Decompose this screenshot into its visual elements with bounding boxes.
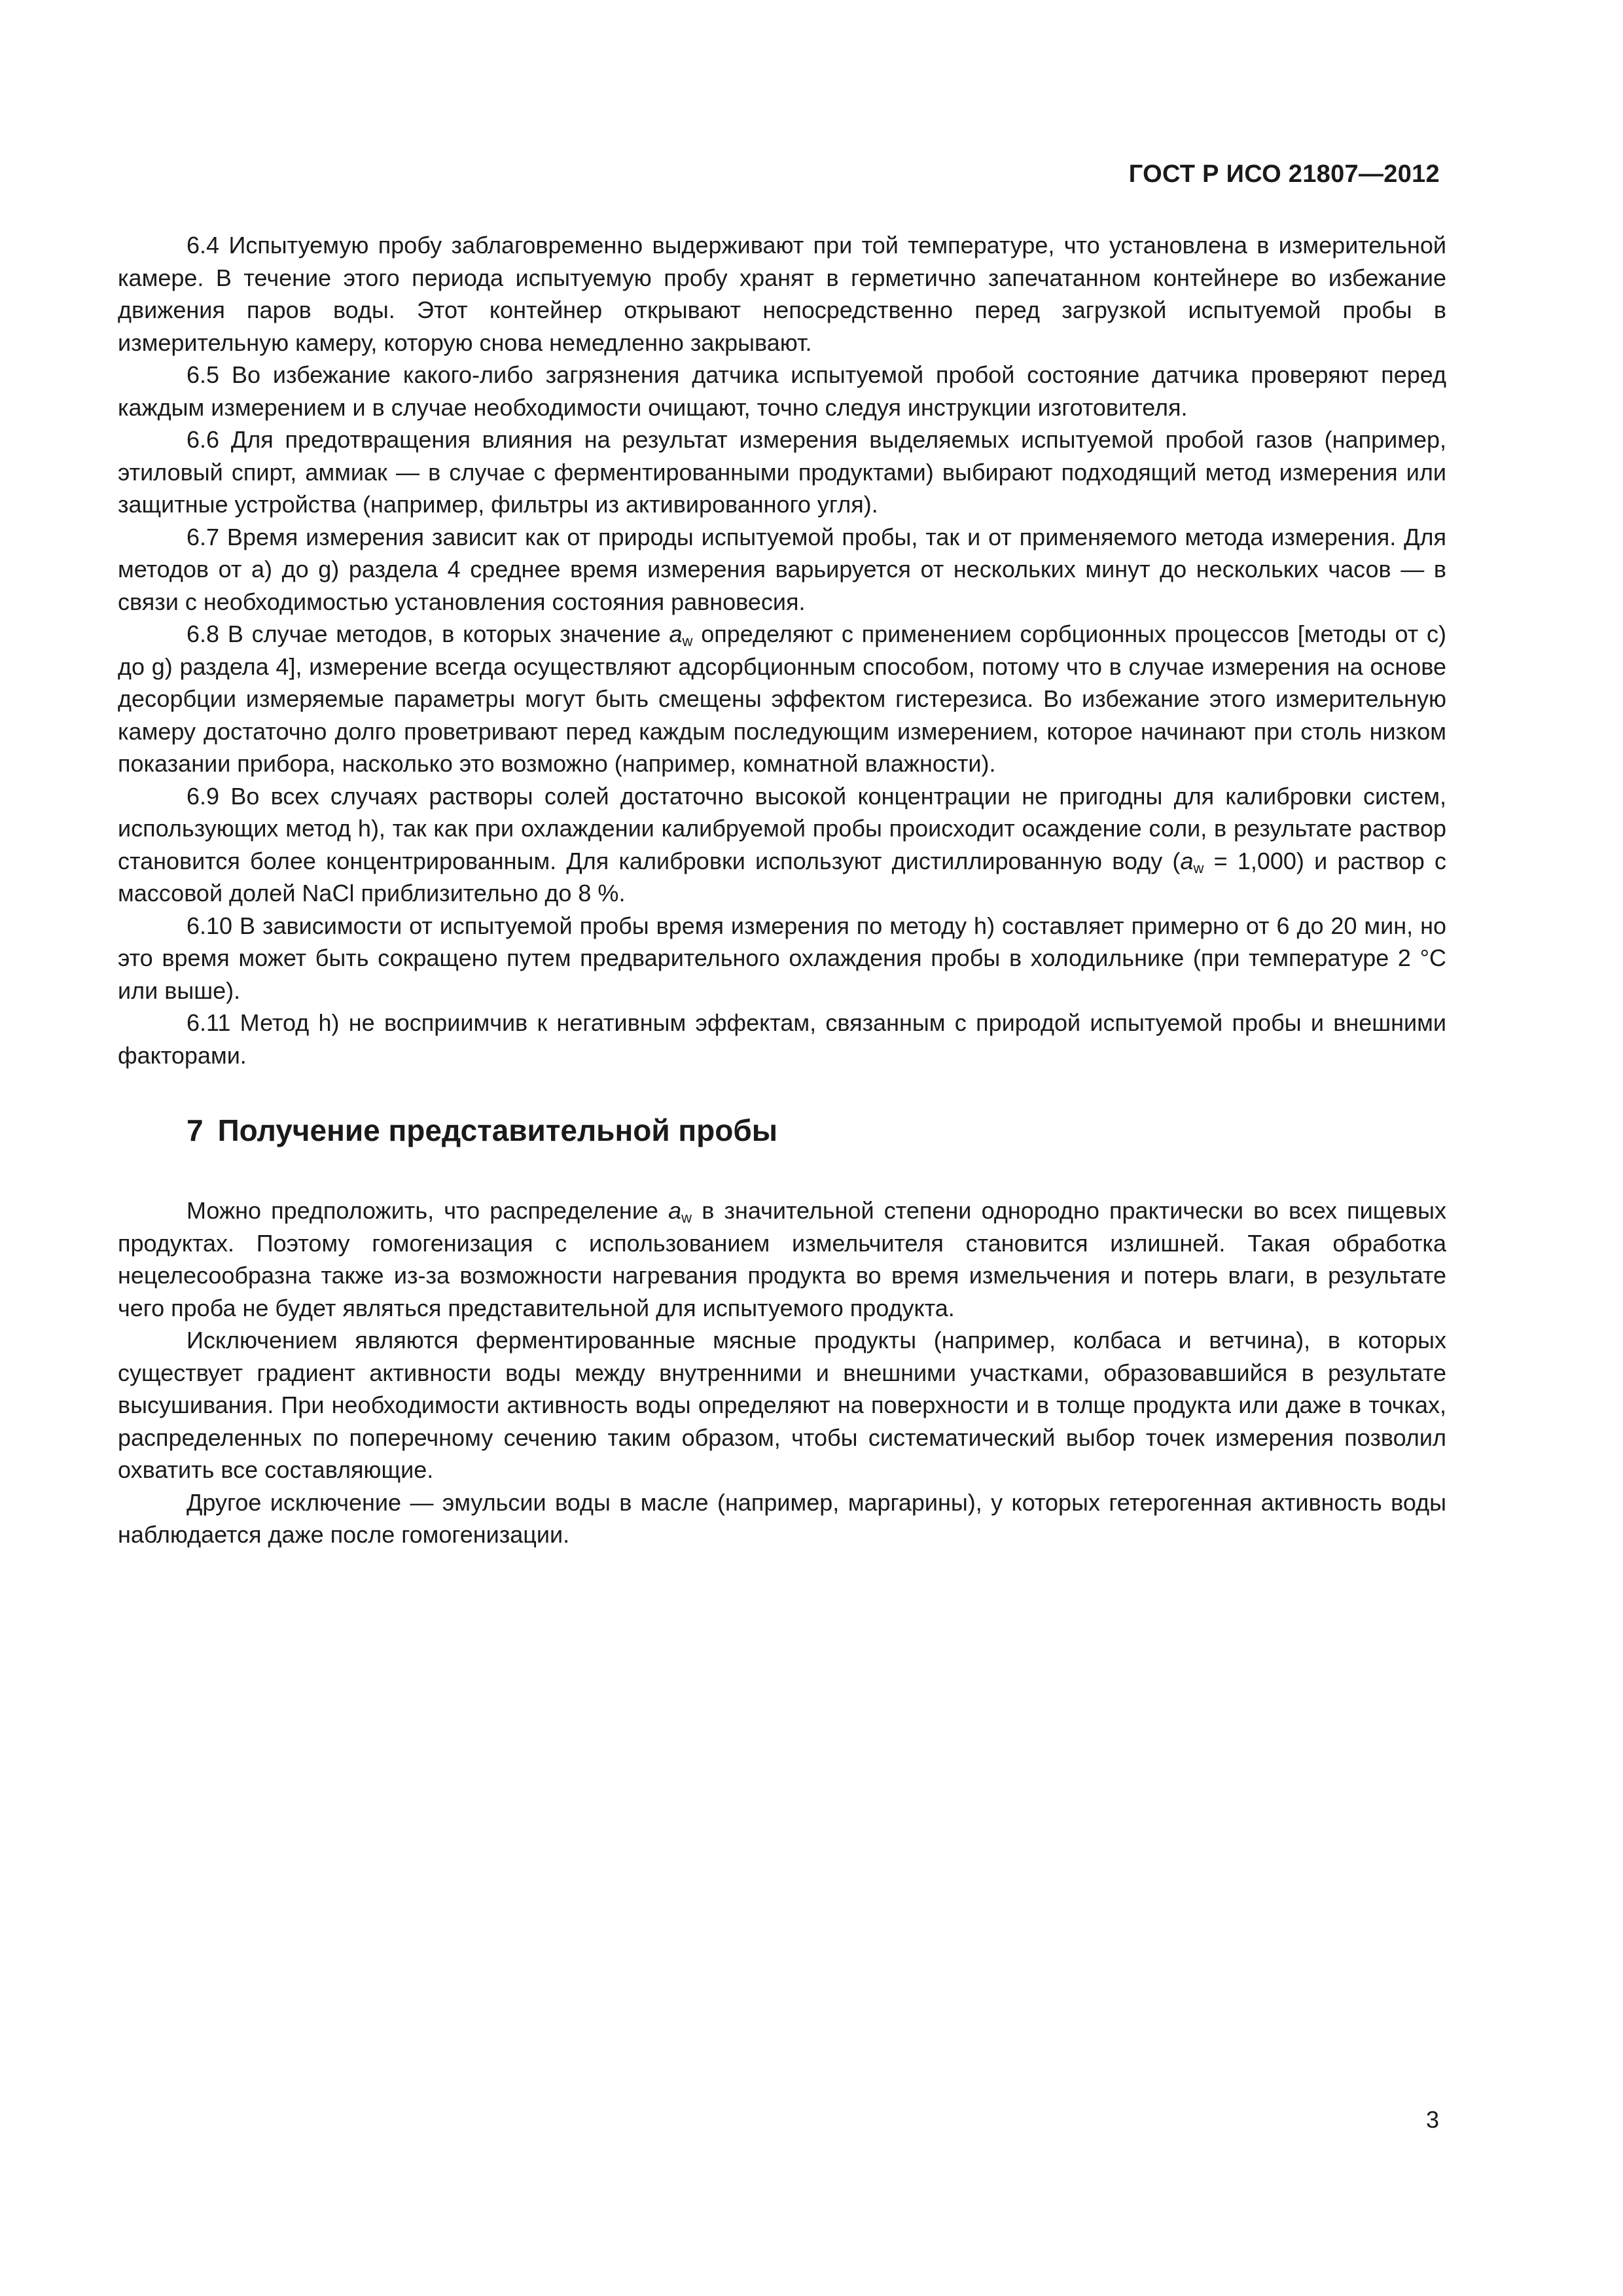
section-7-paragraph-2: Исключением являются ферментированные мясные продукты (например, колбаса и ветчина), в которых существует градиент активности воды между внутренними и внешними участками, образовавшийся в результате высушивания. При необходимости активность воды определяют на поверхности и в толще продукта или даже в точках, распределенных по поперечному сечению таким образом, чтобы систематический выбор точек измерения позволил охватить все составляющие. <box>118 1327 1446 1483</box>
page-number: 3 <box>1425 2106 1439 2133</box>
paragraph-6-8 <box>118 618 1446 780</box>
paragraph-6-7: 6.7 Время измерения зависит как от природы испытуемой пробы, так и от применяемого метода измерения. Для методов от а) до g) раздела 4 среднее время измерения варьируется от нескольких минут до нескольких часов — в связи с необходимостью установления состояния равновесия. <box>118 523 1446 615</box>
section-7-paragraph-1-part-1: Можно предположить, что распределение <box>187 1197 669 1224</box>
aw-subscript: w <box>681 1210 692 1226</box>
aw-symbol: a <box>1180 847 1194 874</box>
paragraph-6-4: 6.4 Испытуемую пробу заблаговременно выдерживают при той температуре, что установлена в измерительной камере. В течение этого периода испытуемую пробу хранят в герметично запечатанном контейнере во избежание движения паров воды. Этот контейнер открывают непосредственно перед загрузкой испытуемой пробы в измерительную камеру, которую снова немедленно закрывают. <box>118 232 1446 356</box>
section-7-paragraph-3: Другое исключение — эмульсии воды в масле (например, маргарины), у которых гетерогенная активность воды наблюдается даже после гомогенизации. <box>118 1488 1446 1548</box>
aw-symbol: a <box>669 620 683 647</box>
paragraph-6-6: 6.6 Для предотвращения влияния на результат измерения выделяемых испытуемой пробой газов (например, этиловый спирт, аммиак — в случае с ферментированными продуктами) выбирают подходящий метод измерения или защитные устройства (например, фильтры из активированного угля). <box>118 426 1446 518</box>
paragraph-6-9-part-2: = 1,000) и раствор с массовой долей NaCl приблизительно до 8 %. <box>118 847 1446 906</box>
paragraph-6-8-part-1: 6.8 В случае методов, в которых значение <box>187 620 669 647</box>
paragraph-6-11: 6.11 Метод h) не восприимчив к негативным эффектам, связанным с природой испытуемой пробы и внешними факторами. <box>118 1009 1446 1069</box>
paragraph-6-8-part-2: определяют с применением сорбционных процессов [методы от с) до g) раздела 4], измерение всегда осуществляют адсорбционным способом, потому что в случае измерения на основе десорбции измеряемые параметры могут быть смещены эффектом гистерезиса. Во избежание этого измерительную камеру достаточно долго проветривают перед каждым последующим измерением, которое начинают при столь низком показании прибора, насколько это возможно (например, комнатной влажности). <box>118 620 1446 777</box>
section-7-heading <box>118 1112 1446 1149</box>
document-header: ГОСТ Р ИСО 21807—2012 <box>1128 160 1440 188</box>
paragraph-6-9-part-1: 6.9 Во всех случаях растворы солей достаточно высокой концентрации не пригодны для калибровки систем, использующих метод h), так как при охлаждении калибруемой пробы происходит осаждение соли, в результате раствор становится более концентрированным. Для калибровки используют дистиллированную воду ( <box>118 782 1446 874</box>
section-7-title: Получение представительной пробы <box>217 1113 778 1147</box>
document-body <box>118 229 1446 1551</box>
paragraph-6-10: 6.10 В зависимости от испытуемой пробы время измерения по методу h) составляет примерно от 6 до 20 мин, но это время может быть сокращено путем предварительного охлаждения пробы в холодильнике (при температуре 2 °С или выше). <box>118 912 1446 1004</box>
section-7-paragraph-1-part-2: в значительной степени однородно практически во всех пищевых продуктах. Поэтому гомогенизация с использованием измельчителя становится излишней. Такая обработка нецелесообразна также из-за возможности нагревания продукта во время измельчения и потерь влаги, в результате чего проба не будет являться представительной для испытуемого продукта. <box>118 1197 1446 1321</box>
section-7-paragraph-1 <box>118 1194 1446 1324</box>
section-7-number: 7 <box>187 1113 204 1147</box>
aw-symbol: a <box>668 1197 682 1224</box>
aw-subscript: w <box>682 633 693 649</box>
paragraph-6-9 <box>118 780 1446 910</box>
paragraph-6-5: 6.5 Во избежание какого-либо загрязнения датчика испытуемой пробой состояние датчика проверяют перед каждым измерением и в случае необходимости очищают, точно следуя инструкции изготовителя. <box>118 361 1446 421</box>
aw-subscript: w <box>1193 859 1204 876</box>
